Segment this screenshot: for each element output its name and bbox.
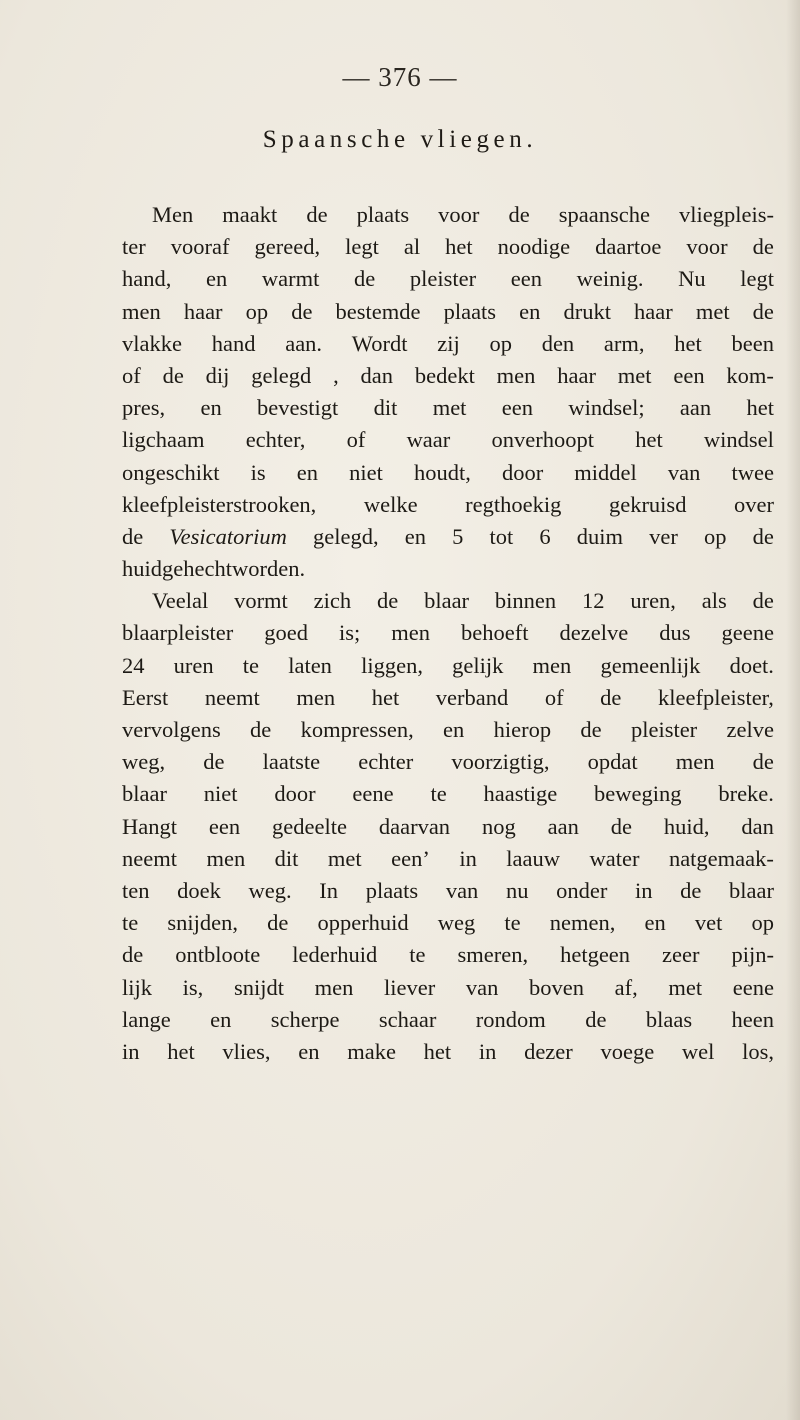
body-text	[122, 199, 774, 1068]
word: weg	[437, 910, 476, 936]
word: en	[519, 298, 541, 324]
word: plaats	[356, 202, 410, 227]
word: in	[122, 1038, 140, 1064]
word: van	[445, 877, 479, 903]
word: het	[635, 427, 663, 453]
word: 6	[539, 523, 551, 549]
word: over	[734, 491, 774, 517]
word: worden.	[231, 556, 306, 582]
word: opdat	[587, 749, 638, 775]
word: voor	[438, 202, 480, 227]
word: goed	[264, 620, 308, 646]
text-line	[122, 231, 774, 263]
word: middel	[574, 459, 637, 485]
word: beweging	[594, 781, 682, 807]
word: de	[508, 202, 530, 227]
word: ten	[122, 877, 150, 903]
word: huid,	[663, 813, 710, 839]
word: blaar	[729, 877, 774, 903]
word: snijden,	[167, 910, 238, 936]
word: is	[250, 459, 266, 485]
word: van	[667, 459, 701, 485]
word: en	[298, 1038, 320, 1064]
text-line	[122, 682, 774, 714]
word: verband	[435, 684, 509, 710]
word: hierop	[493, 717, 552, 742]
word: blaarpleister	[122, 620, 234, 646]
text-line	[122, 843, 774, 875]
word: de	[752, 298, 774, 324]
word: los,	[742, 1038, 774, 1064]
word: dit	[373, 395, 398, 421]
word: men	[496, 362, 536, 388]
word: met	[668, 974, 703, 1000]
word: aan	[547, 813, 579, 839]
page-edge-shadow	[786, 0, 800, 1420]
word: gehecht	[162, 556, 232, 582]
word: de	[752, 749, 774, 775]
word: en	[443, 717, 465, 742]
word: een	[208, 813, 241, 839]
word: al	[403, 234, 421, 260]
word: de	[291, 298, 313, 324]
word: te	[409, 942, 426, 968]
text-line	[122, 714, 774, 746]
word: ontbloote	[175, 942, 261, 968]
word: de	[162, 362, 184, 388]
word: de	[376, 588, 399, 614]
text-line	[122, 296, 774, 328]
text-line	[122, 875, 774, 907]
word: het	[167, 1038, 195, 1064]
word: hand	[211, 330, 256, 356]
word: onder	[556, 877, 608, 903]
word: aan	[679, 395, 712, 421]
word: noodige	[497, 234, 571, 260]
word: of	[346, 427, 366, 453]
word: den	[541, 330, 575, 356]
word: de	[680, 877, 702, 903]
word: is;	[338, 620, 361, 646]
word: vormt	[234, 588, 288, 614]
word: doet.	[729, 652, 774, 678]
word: kleefpleister,	[657, 684, 774, 710]
word: duim	[576, 523, 624, 549]
word: en	[200, 395, 222, 421]
word: been	[731, 330, 774, 356]
word: warmt	[261, 266, 320, 292]
word: rondom	[475, 1006, 546, 1032]
word: gedeelte	[272, 813, 347, 839]
word: het	[371, 684, 400, 710]
word: een’	[391, 845, 430, 871]
text-line	[122, 328, 774, 360]
word: natgemaak-	[668, 845, 774, 871]
word: het	[746, 395, 774, 421]
word: heen	[731, 1006, 774, 1032]
word: huid	[122, 556, 163, 582]
text-line	[122, 617, 774, 649]
word: ,	[333, 362, 339, 388]
word: voor	[686, 234, 728, 260]
word: te	[430, 781, 447, 807]
word: schaar	[378, 1006, 437, 1032]
word: uren	[173, 652, 214, 678]
word: de	[752, 588, 774, 614]
word: bedekt	[414, 362, 475, 388]
word: ongeschikt	[122, 459, 220, 485]
word: gereed,	[254, 234, 321, 260]
word: houdt,	[413, 459, 471, 485]
text-line	[122, 1036, 774, 1068]
word: kom-	[726, 362, 774, 388]
word: weg,	[122, 749, 166, 775]
word: legt	[740, 266, 774, 292]
text-line	[122, 392, 774, 424]
word: Vesicatorium	[169, 523, 287, 549]
text-line	[122, 778, 774, 810]
text-line	[122, 199, 774, 231]
word: te	[122, 910, 139, 936]
word: arm,	[603, 330, 645, 356]
word: door	[501, 459, 544, 485]
word: pres,	[122, 395, 166, 421]
word: water	[589, 845, 640, 871]
word: vliegpleis-	[679, 202, 774, 227]
word: het	[423, 1038, 452, 1064]
word: de	[585, 1006, 607, 1032]
word: op	[751, 910, 774, 936]
word: van	[465, 974, 499, 1000]
word: met	[617, 362, 652, 388]
word: dezer	[524, 1038, 573, 1064]
word: gelegd,	[313, 523, 379, 549]
word: dit	[274, 845, 299, 871]
word: men	[675, 749, 715, 775]
word: ver	[649, 523, 678, 549]
text-line	[122, 972, 774, 1004]
word: lange	[122, 1006, 171, 1032]
word: legt	[345, 234, 379, 260]
word: spaansche	[558, 202, 650, 227]
word: binnen	[494, 588, 557, 614]
word: Eerst	[122, 684, 169, 710]
word: dan	[741, 813, 774, 839]
word: pleister	[409, 266, 477, 292]
word: als	[701, 588, 727, 614]
word: men	[532, 652, 572, 678]
word: daarvan	[378, 813, 451, 839]
word: pijn-	[731, 942, 774, 968]
word: drukt	[563, 298, 611, 324]
word: 24	[122, 652, 145, 678]
word: Men	[152, 202, 194, 227]
word: breke.	[718, 781, 774, 807]
word: ligchaam	[122, 427, 205, 453]
text-line	[122, 360, 774, 392]
word: men	[296, 684, 336, 710]
word: ter	[122, 234, 146, 260]
word: een	[510, 266, 542, 292]
word: de	[203, 749, 225, 775]
text-line	[122, 939, 774, 971]
word: en	[210, 1006, 232, 1032]
word: zelve	[726, 717, 774, 742]
word: gelijk	[452, 652, 504, 678]
word: vooraf	[170, 234, 230, 260]
word: liever	[383, 974, 436, 1000]
word: tot	[489, 523, 514, 549]
word: lederhuid	[292, 942, 378, 968]
word: laten	[288, 652, 332, 678]
word: welke	[363, 491, 418, 517]
word: in	[478, 1038, 497, 1064]
word: 5	[452, 523, 464, 549]
word: opperhuid	[317, 910, 409, 936]
word: voorzigtig,	[451, 749, 550, 775]
word: of	[122, 362, 141, 388]
word: haar	[557, 362, 596, 388]
page-number: — 376 —	[342, 62, 458, 92]
word: In	[319, 877, 339, 903]
word: maakt	[222, 202, 278, 227]
word: Veelal	[152, 588, 209, 614]
word: in	[459, 845, 477, 871]
word: laauw	[506, 845, 561, 871]
word: weg.	[248, 877, 292, 903]
word: de	[353, 266, 376, 292]
word: niet	[349, 459, 383, 485]
word: men	[314, 974, 354, 1000]
word: met	[695, 298, 730, 324]
word: behoeft	[461, 620, 529, 646]
word: niet	[203, 781, 238, 807]
word: het	[445, 234, 473, 260]
word: snijdt	[233, 974, 284, 1000]
word: wel	[681, 1038, 715, 1064]
word: daartoe	[595, 234, 662, 260]
word: blaas	[645, 1006, 693, 1032]
text-line	[122, 489, 774, 521]
word: scherpe	[270, 1006, 340, 1032]
word: plaats	[443, 298, 497, 324]
word: blaar	[122, 781, 167, 807]
word: af,	[614, 974, 638, 1000]
word: hetgeen	[560, 942, 631, 968]
word: echter,	[245, 427, 306, 453]
word: echter	[358, 749, 414, 775]
word: de	[752, 523, 774, 549]
word: plaats	[365, 877, 419, 903]
word: geene	[721, 620, 774, 646]
word: dus	[659, 620, 691, 646]
text-line	[122, 457, 774, 489]
word: uren,	[630, 588, 676, 614]
word: te	[242, 652, 260, 678]
word: de	[610, 813, 632, 839]
word: regthoekig	[465, 491, 562, 517]
word: bestemde	[335, 298, 421, 324]
word: de	[267, 910, 289, 936]
word: de	[250, 717, 272, 742]
word: gemeenlijk	[600, 652, 701, 678]
word: weinig.	[576, 266, 644, 292]
word: haar	[634, 298, 673, 324]
word: zeer	[662, 942, 700, 968]
word: pleister	[630, 717, 698, 742]
word: de	[752, 234, 774, 260]
word: men	[122, 298, 161, 324]
word: kleefpleisterstrooken,	[122, 491, 317, 517]
word: nemen,	[549, 910, 616, 936]
word: met	[432, 395, 467, 421]
word: het	[674, 330, 702, 356]
word: en	[404, 523, 426, 549]
word: een	[673, 362, 705, 388]
word: de	[600, 684, 622, 710]
word: de	[122, 523, 144, 549]
text-line	[122, 553, 774, 585]
word: liggen,	[361, 652, 423, 678]
word: windsel	[703, 427, 774, 453]
text-line	[122, 1004, 774, 1036]
word: is,	[182, 974, 204, 1000]
word: boven	[528, 974, 584, 1000]
word: vlakke	[122, 330, 182, 356]
word: kompressen,	[300, 717, 414, 742]
text-line	[122, 585, 774, 617]
word: Nu	[678, 266, 706, 292]
word: een	[501, 395, 533, 421]
chapter-title: Spaansche vliegen.	[262, 126, 538, 153]
word: smeren,	[457, 942, 529, 968]
word: Hangt	[122, 813, 177, 839]
word: met	[327, 845, 362, 871]
word: gekruisd	[608, 491, 687, 517]
text-line	[122, 263, 774, 295]
word: vet	[694, 910, 723, 936]
word: laatste	[262, 749, 321, 775]
word: eene	[352, 781, 394, 807]
word: de	[122, 942, 144, 968]
word: te	[504, 910, 521, 936]
word: de	[306, 202, 328, 227]
word: windsel;	[568, 395, 645, 421]
word: men	[206, 845, 246, 871]
word: lijk	[122, 974, 153, 1000]
word: blaar	[424, 588, 470, 614]
word: in	[634, 877, 653, 903]
word: vervolgens	[122, 717, 221, 742]
word: Wordt	[351, 330, 408, 356]
word: en	[644, 910, 666, 936]
text-line	[122, 811, 774, 843]
word: neemt	[122, 845, 177, 871]
word: zij	[437, 330, 460, 356]
word: dan	[360, 362, 394, 388]
word: of	[544, 684, 564, 710]
word: waar	[406, 427, 451, 453]
text-line	[122, 424, 774, 456]
word: neemt	[204, 684, 260, 710]
word: haastige	[483, 781, 558, 807]
word: nog	[481, 813, 516, 839]
word: doek	[177, 877, 221, 903]
word: haar	[183, 298, 223, 324]
word: 12	[581, 588, 605, 614]
text-line	[122, 521, 774, 553]
word: onverhoopt	[491, 427, 594, 453]
word: hand,	[122, 266, 172, 292]
text-line	[122, 650, 774, 682]
word: voege	[600, 1038, 655, 1064]
word: bevestigt	[257, 395, 339, 421]
word: op	[245, 298, 269, 324]
word: aan.	[285, 330, 323, 356]
word: men	[391, 620, 431, 646]
text-line	[122, 746, 774, 778]
word: zich	[313, 588, 352, 614]
word: door	[274, 781, 316, 807]
word: dij	[205, 362, 230, 388]
word: op	[489, 330, 512, 356]
word: gelegd	[251, 362, 312, 388]
word: vlies,	[222, 1038, 271, 1064]
text-line	[122, 907, 774, 939]
word: en	[296, 459, 318, 485]
word: twee	[731, 459, 774, 485]
word: de	[580, 717, 602, 742]
word: op	[704, 523, 727, 549]
word: dezelve	[559, 620, 629, 646]
word: en	[206, 266, 228, 292]
word: eene	[732, 974, 774, 1000]
word: nu	[505, 877, 529, 903]
word: make	[347, 1038, 396, 1064]
